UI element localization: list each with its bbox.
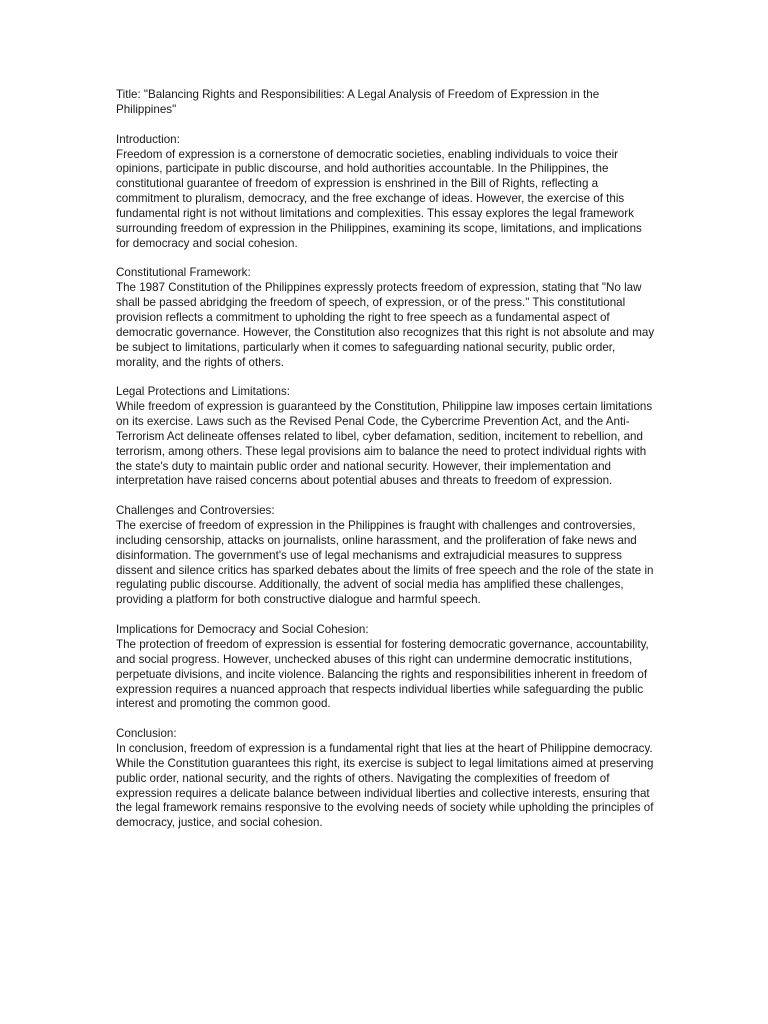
section-body: The protection of freedom of expression is essential for fostering democratic governance, accountability, and social progress. However, unchecked abuses of this right can undermine democratic institutions, perpetuate divisions, and incite violence. Balancing the rights and responsibilities inherent in freedom of expression requires a nuanced approach that respects individual liberties while safeguarding the public interest and promoting the common good. — [116, 638, 649, 711]
document-page — [116, 88, 656, 846]
section-legal-protections — [116, 385, 656, 489]
section-implications — [116, 623, 656, 712]
section-heading: Constitutional Framework: — [116, 266, 251, 280]
section-heading: Legal Protections and Limitations: — [116, 385, 291, 399]
section-body: While freedom of expression is guaranteed by the Constitution, Philippine law imposes certain limitations on its exercise. Laws such as the Revised Penal Code, the Cybercrime Prevention Act, and the Anti-Terrorism Act delineate offenses related to libel, cyber defamation, sedition, incitement to rebellion, and terrorism, among others. These legal provisions aim to balance the need to protect individual rights with the state's duty to maintain public order and national security. However, their implementation and interpretation have raised concerns about potential abuses and threats to freedom of expression. — [116, 400, 653, 488]
section-heading: Introduction: — [116, 132, 180, 146]
section-constitutional-framework — [116, 266, 656, 370]
section-heading: Challenges and Controversies: — [116, 504, 275, 518]
section-body: In conclusion, freedom of expression is a fundamental right that lies at the heart of Philippine democracy. While the Constitution guarantees this right, its exercise is subject to legal limitations aimed at preserving public order, national security, and the rights of others. Navigating the complexities of freedom of expression requires a delicate balance between individual liberties and collective interests, ensuring that the legal framework remains responsive to the evolving needs of society while upholding the principles of democracy, justice, and social cohesion. — [116, 742, 654, 830]
section-heading: Conclusion: — [116, 727, 177, 741]
section-heading: Implications for Democracy and Social Cohesion: — [116, 623, 369, 637]
section-introduction — [116, 133, 656, 252]
section-challenges — [116, 504, 656, 608]
section-body: Freedom of expression is a cornerstone of democratic societies, enabling individuals to voice their opinions, participate in public discourse, and hold authorities accountable. In the Philippines, the constitutional guarantee of freedom of expression is enshrined in the Bill of Rights, reflecting a commitment to pluralism, democracy, and the free exchange of ideas. However, the exercise of this fundamental right is not without limitations and complexities. This essay explores the legal framework surrounding freedom of expression in the Philippines, examining its scope, limitations, and implications for democracy and social cohesion. — [116, 147, 642, 250]
section-body: The exercise of freedom of expression in the Philippines is fraught with challenges and controversies, including censorship, attacks on journalists, online harassment, and the proliferation of fake news and disinformation. The government's use of legal mechanisms and extrajudicial measures to suppress dissent and silence critics has sparked debates about the limits of free speech and the role of the state in regulating public discourse. Additionally, the advent of social media has amplified these challenges, providing a platform for both constructive dialogue and harmful speech. — [116, 519, 654, 607]
section-conclusion — [116, 727, 656, 831]
section-body: The 1987 Constitution of the Philippines expressly protects freedom of expression, stating that "No law shall be passed abridging the freedom of speech, of expression, or of the press." This constitutional provision reflects a commitment to upholding the right to free speech as a fundamental aspect of democratic governance. However, the Constitution also recognizes that this right is not absolute and may be subject to limitations, particularly when it comes to safeguarding national security, public order, morality, and the rights of others. — [116, 281, 655, 369]
document-title: Title: "Balancing Rights and Responsibilities: A Legal Analysis of Freedom of Expression in the Philippines" — [116, 88, 600, 116]
